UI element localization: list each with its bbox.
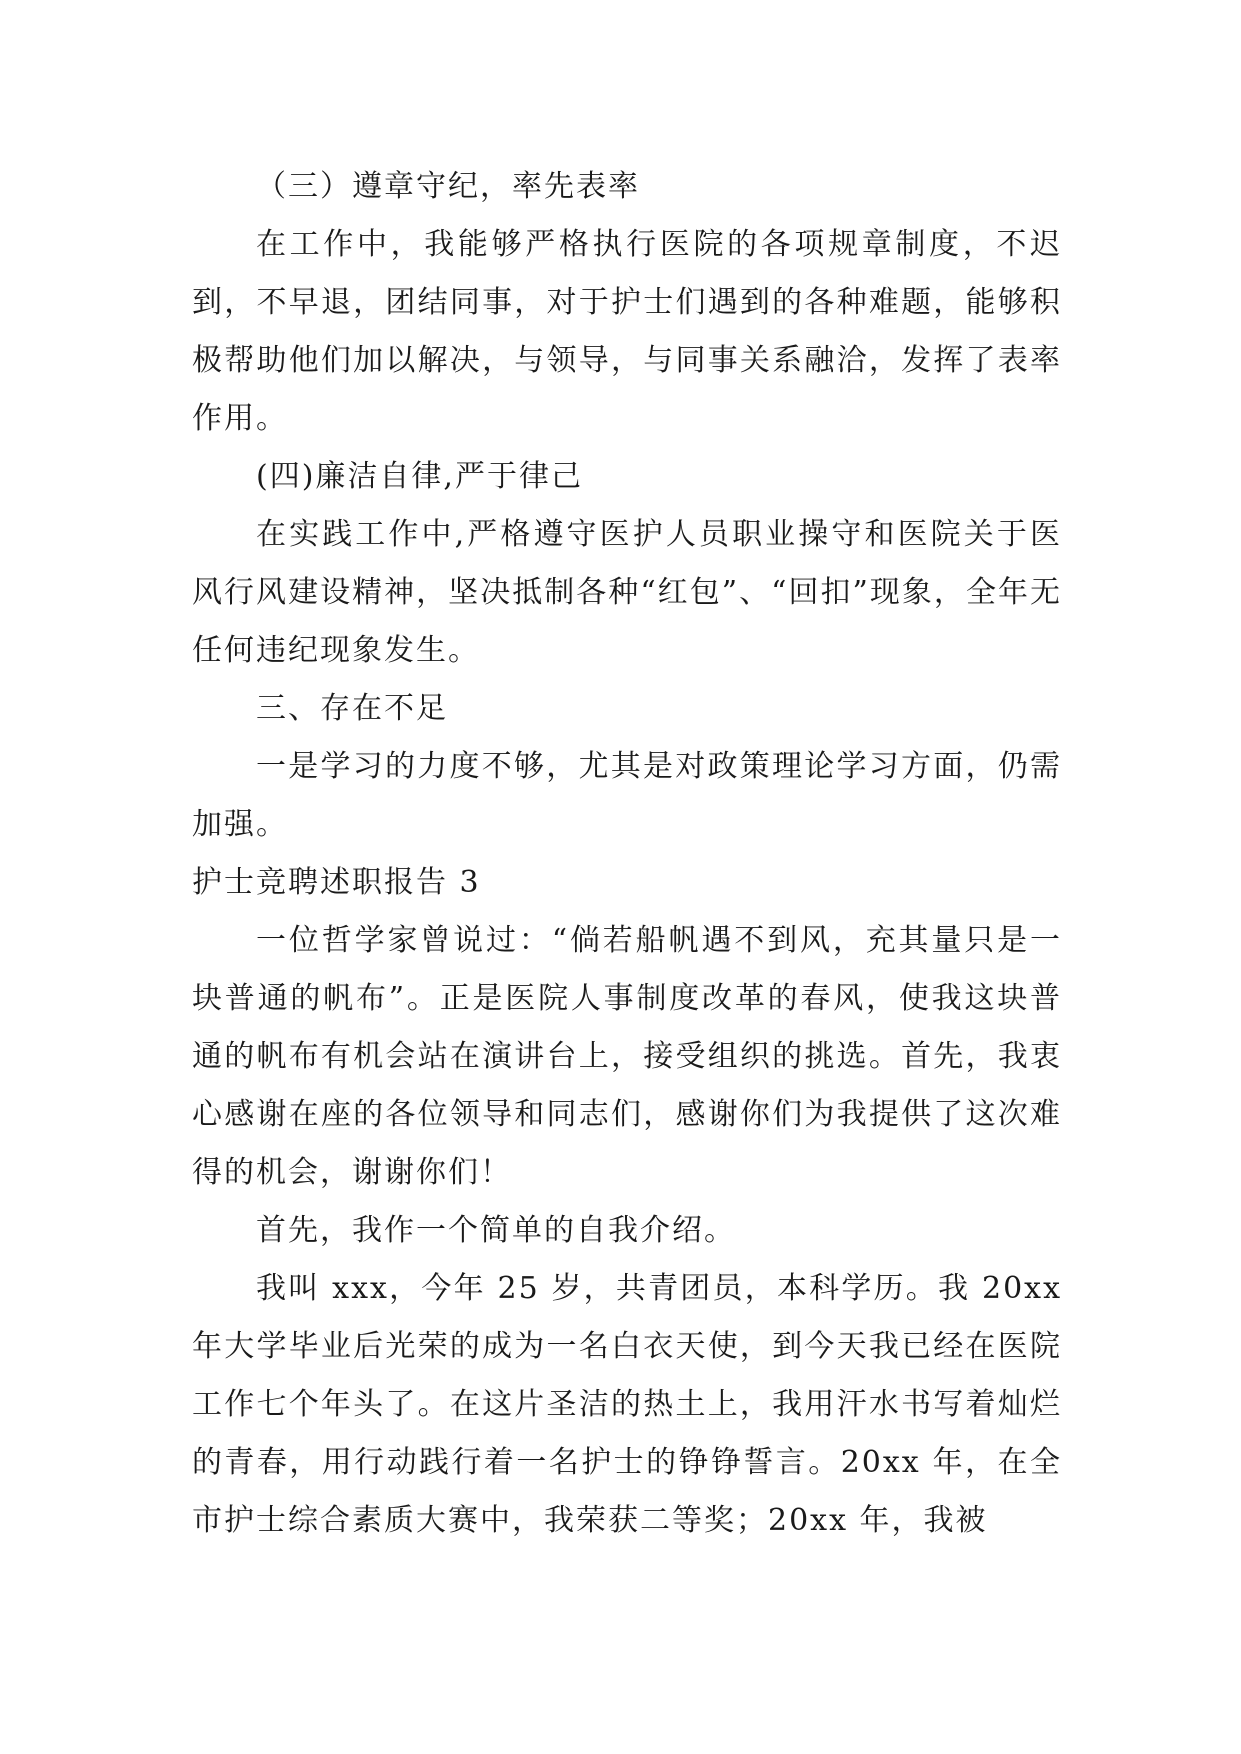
section-heading-integrity: (四)廉洁自律,严于律己 (256, 459, 583, 494)
paragraph-integrity: 在实践工作中,严格遵守医护人员职业操守和医院关于医风行风建设精神，坚决抵制各种“红包”、“回扣”现象，全年无任何违纪现象发生。 (192, 517, 1062, 668)
paragraph-discipline: 在工作中，我能够严格执行医院的各项规章制度，不迟到，不早退，团结同事，对于护士们遇到的各种难题，能够积极帮助他们加以解决，与领导，与同事关系融洽，发挥了表率作用。 (192, 227, 1062, 436)
paragraph-self-introduction: 我叫 xxx，今年 25 岁，共青团员，本科学历。我 20xx 年大学毕业后光荣的成为一名白衣天使，到今天我已经在医院工作七个年头了。在这片圣洁的热土上，我用汗水书写着灿烂的青春，用行动践行着一名护士的铮铮誓言。20xx 年，在全市护士综合素质大赛中，我荣获二等奖；20xx 年，我被 (192, 1271, 1062, 1538)
report-title: 护士竞聘述职报告 3 (192, 865, 481, 900)
section-heading-shortcomings: 三、存在不足 (256, 691, 448, 726)
paragraph-shortcomings: 一是学习的力度不够，尤其是对政策理论学习方面，仍需加强。 (192, 749, 1062, 842)
section-heading-discipline: （三）遵章守纪，率先表率 (256, 169, 640, 204)
document-body (192, 158, 1062, 1550)
paragraph-opening: 一位哲学家曾说过：“倘若船帆遇不到风，充其量只是一块普通的帆布”。正是医院人事制度改革的春风，使我这块普通的帆布有机会站在演讲台上，接受组织的挑选。首先，我衷心感谢在座的各位领导和同志们，感谢你们为我提供了这次难得的机会，谢谢你们！ (192, 923, 1062, 1190)
paragraph-intro-lead: 首先，我作一个简单的自我介绍。 (256, 1213, 736, 1248)
